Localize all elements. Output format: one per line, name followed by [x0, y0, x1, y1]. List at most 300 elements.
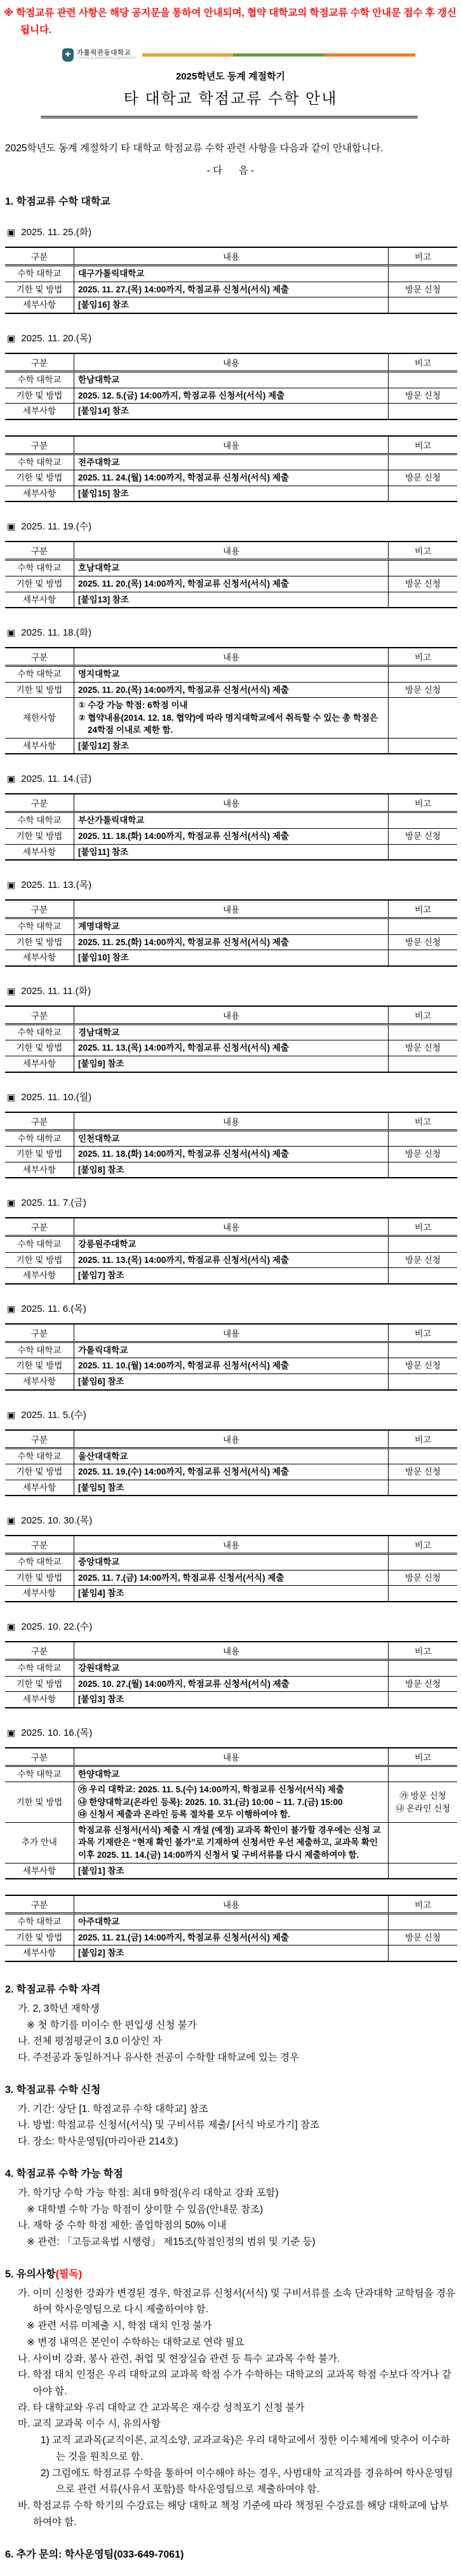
- section-line: 가. 이미 신청한 강좌가 변경된 경우, 학점교류 신청서(서식) 및 구비서류를 소속 단과대학 교학팀을 경유하여 학사운영팀으로 다시 제출하여야 함.: [18, 2287, 455, 2315]
- content-line: [붙임4] 참조: [78, 1588, 124, 1598]
- exchange-table: [5, 247, 457, 314]
- table-row: [5, 738, 457, 754]
- content-line: 인천대학교: [78, 1133, 120, 1143]
- section-line: 마. 교직 교과목 이수 시, 유의사항: [18, 2418, 161, 2430]
- row-content-cell: [74, 404, 389, 419]
- exchange-table: [5, 793, 457, 861]
- row-content-cell: [74, 666, 389, 683]
- square-bullet-icon: ▣: [7, 627, 16, 638]
- section1-groups: [4, 225, 457, 1962]
- row-content-cell: [74, 1162, 389, 1178]
- row-note-cell: [389, 454, 458, 470]
- content-line: 2025. 11. 18.(화) 14:00까지, 학점교류 신청서(서식) 제출: [78, 1149, 289, 1159]
- row-content-cell: [74, 1676, 389, 1692]
- row-content-cell: [74, 1040, 389, 1056]
- row-note-cell: [389, 1056, 458, 1072]
- row-note-cell: [389, 404, 458, 419]
- row-content-cell: [74, 829, 389, 845]
- row-note-cell: [389, 1268, 458, 1284]
- table-header-cell: 비고: [389, 1430, 458, 1448]
- row-content-cell: [74, 1570, 389, 1586]
- table-header-cell: 구분: [5, 1642, 74, 1660]
- note-line: 방문 신청: [405, 937, 441, 947]
- row-note-cell: [389, 1024, 458, 1040]
- section-line: 다. 주전공과 동일하거나 유사한 전공이 수학할 대학교에 있는 경우: [18, 2052, 300, 2063]
- row-label-cell: 세부사항: [5, 844, 74, 860]
- content-line: 전주대학교: [78, 457, 120, 467]
- row-label-cell: 기한 및 방법: [5, 1252, 74, 1268]
- table-header-cell: 비고: [389, 1006, 458, 1025]
- page-title: 타 대학교 학점교류 수학 안내: [123, 90, 338, 108]
- content-line: 명지대학교: [78, 669, 120, 679]
- row-content-cell: [74, 1358, 389, 1374]
- table-row: [5, 844, 457, 860]
- section-heading-text: 2. 학점교류 수학 자격: [5, 1984, 101, 1995]
- table-row: [5, 1480, 457, 1496]
- row-note-cell: [389, 560, 458, 576]
- table-header-cell: 내용: [74, 900, 389, 918]
- table-row: [5, 1268, 457, 1284]
- table-row: [5, 1464, 457, 1480]
- date-heading-text: 2025. 11. 20.(목): [21, 333, 92, 344]
- square-bullet-icon: ▣: [7, 985, 16, 996]
- table-header-cell: 비고: [389, 900, 458, 918]
- table-header-cell: 내용: [74, 1324, 389, 1342]
- row-label-cell: 세부사항: [5, 1162, 74, 1178]
- row-note-cell: [389, 698, 458, 739]
- row-note-cell: [389, 1554, 458, 1571]
- row-note-cell: [389, 1448, 458, 1464]
- row-content-cell: [74, 1342, 389, 1358]
- row-note-cell: [389, 1358, 458, 1374]
- date-heading: [7, 1619, 457, 1633]
- table-header-cell: 비고: [389, 1748, 458, 1766]
- square-bullet-icon: ▣: [7, 1515, 16, 1526]
- row-note-cell: [389, 1130, 458, 1147]
- content-line: 2025. 11. 21.(금) 14:00까지, 학점교류 신청서(서식) 제출: [78, 1932, 289, 1942]
- content-line: ② 협약내용(2014. 12. 18. 협약)에 따라 명지대학교에서 취득할 수 있는 총 학점은 24학점 이내로 제한 함.: [78, 712, 378, 735]
- row-note-cell: [389, 282, 458, 297]
- row-content-cell: [74, 1252, 389, 1268]
- table-header-cell: 구분: [5, 1324, 74, 1342]
- row-content-cell: [74, 1930, 389, 1946]
- row-label-cell: 수학 대학교: [5, 1766, 74, 1782]
- section-line: 가. 2, 3학년 재학생: [18, 2003, 100, 2014]
- date-heading: [7, 1408, 457, 1421]
- content-line: [붙임13] 참조: [78, 594, 129, 604]
- content-line: 2025. 11. 7.(금) 14:00까지, 학점교류 신청서(서식) 제출: [78, 1572, 284, 1583]
- table-header-cell: 비고: [389, 1112, 458, 1131]
- date-heading-text: 2025. 11. 6.(목): [21, 1303, 86, 1314]
- row-content-cell: [74, 812, 389, 829]
- table-row: [5, 1130, 457, 1147]
- row-content-cell: [74, 950, 389, 966]
- table-row: [5, 1342, 457, 1358]
- table-row: [5, 1252, 457, 1268]
- row-content-cell: [74, 1946, 389, 1961]
- row-label-cell: 세부사항: [5, 738, 74, 754]
- table-row: [5, 812, 457, 829]
- note-line: 방문 신청: [405, 1255, 441, 1265]
- date-heading-text: 2025. 11. 18.(화): [21, 627, 92, 639]
- table-header-cell: 내용: [74, 1536, 389, 1554]
- row-note-cell: [389, 812, 458, 829]
- content-line: 2025. 11. 13.(목) 14:00까지, 학점교류 신청서(서식) 제출: [78, 1043, 289, 1053]
- section-line: 1) 교직 교과목(교직이론, 교직소양, 교과교육)은 우리 대학교에서 정한 이수체계에 맞추어 이수하는 것을 원칙으로 함.: [41, 2435, 450, 2462]
- content-line: [붙임15] 참조: [78, 488, 129, 498]
- note-line: 방문 신청: [405, 831, 441, 841]
- row-label-cell: 수학 대학교: [5, 1130, 74, 1147]
- section-line: ※ 대학별 수학 가능 학점이 상이할 수 있음(안내문 참조): [27, 2204, 264, 2215]
- row-label-cell: 세부사항: [5, 297, 74, 313]
- table-header-cell: 내용: [74, 1748, 389, 1766]
- row-note-cell: [389, 470, 458, 486]
- row-label-cell: 기한 및 방법: [5, 1358, 74, 1374]
- date-heading-text: 2025. 11. 10.(월): [21, 1091, 92, 1103]
- note-line: 방문 신청: [405, 473, 441, 483]
- content-line: [붙임6] 참조: [78, 1377, 124, 1386]
- table-header-cell: 구분: [5, 542, 74, 560]
- section-line: 다. 학점 대치 인정은 우리 대학교의 교과목 학점 수가 수학하는 대학교의 교과목 학점 수보다 작거나 같아야 함.: [18, 2369, 451, 2397]
- table-header-cell: 구분: [5, 436, 74, 454]
- table-header-cell: 내용: [74, 542, 389, 560]
- note-line: ㉮ 방문 신청: [399, 1790, 446, 1801]
- section-line: ※ 첫 학기를 미이수 한 편입생 신청 불가: [27, 2019, 197, 2031]
- exchange-table: [5, 1747, 457, 1880]
- logo-row: [62, 46, 415, 63]
- table-header-cell: 비고: [389, 1642, 458, 1660]
- date-heading: [7, 772, 457, 785]
- row-note-cell: [389, 829, 458, 845]
- content-line: 부산가톨릭대학교: [78, 815, 145, 826]
- table-header-cell: 비고: [389, 794, 458, 812]
- table-row: [5, 1863, 457, 1879]
- table-header-cell: 구분: [5, 1112, 74, 1131]
- exchange-table: [5, 899, 457, 967]
- exchange-table: [5, 435, 457, 503]
- row-label-cell: 수학 대학교: [5, 1236, 74, 1253]
- row-label-cell: 추가 안내: [5, 1822, 74, 1863]
- table-header-cell: 구분: [5, 1536, 74, 1554]
- row-content-cell: [74, 1863, 389, 1879]
- university-logo-text: [77, 49, 136, 60]
- exchange-table: [5, 1895, 457, 1962]
- date-heading-text: 2025. 11. 19.(수): [21, 521, 92, 533]
- table-header-cell: 비고: [389, 1536, 458, 1554]
- row-content-cell: [74, 1464, 389, 1480]
- row-content-cell: [74, 576, 389, 592]
- table-row: [5, 470, 457, 486]
- content-line: 가톨릭대학교: [78, 1345, 128, 1355]
- doc-section: [4, 2165, 457, 2251]
- table-row: [5, 1374, 457, 1390]
- row-note-cell: [389, 297, 458, 313]
- row-note-cell: [389, 1659, 458, 1676]
- row-note-cell: [389, 950, 458, 966]
- table-row: [5, 1586, 457, 1602]
- section-heading: [5, 1981, 457, 1996]
- date-heading-text: 2025. 11. 14.(금): [21, 773, 92, 785]
- table-row: [5, 1040, 457, 1056]
- square-bullet-icon: ▣: [7, 1197, 16, 1208]
- content-line: [붙임7] 참조: [78, 1271, 124, 1281]
- row-label-cell: 기한 및 방법: [5, 829, 74, 845]
- row-label-cell: 수학 대학교: [5, 812, 74, 829]
- date-heading: [7, 1302, 457, 1315]
- row-label-cell: 세부사항: [5, 950, 74, 966]
- note-line: 방문 신청: [405, 578, 441, 589]
- content-line: ㉮ 우리 대학교: 2025. 11. 5.(수) 14:00까지, 학점교류 신청서(서식) 제출: [78, 1785, 344, 1795]
- section-line: 라. 타 대학교와 우리 대학교 간 교과목은 재수강 성적포기 신청 불가: [18, 2402, 305, 2413]
- row-label-cell: 수학 대학교: [5, 1342, 74, 1358]
- row-content-cell: [74, 844, 389, 860]
- square-bullet-icon: ▣: [7, 1621, 16, 1632]
- section-heading-highlight: (필독): [55, 2268, 83, 2280]
- row-label-cell: 세부사항: [5, 1056, 74, 1072]
- section-heading-text: 5. 유의사항: [5, 2268, 56, 2280]
- row-note-cell: [389, 1162, 458, 1178]
- date-heading: [7, 984, 457, 997]
- row-label-cell: 기한 및 방법: [5, 934, 74, 950]
- color-bar-segment: [233, 53, 324, 57]
- table-row: [5, 1570, 457, 1586]
- table-header-cell: 내용: [74, 1006, 389, 1025]
- square-bullet-icon: ▣: [7, 1303, 16, 1314]
- table-row: [5, 266, 457, 282]
- content-line: 대구가톨릭대학교: [78, 269, 145, 279]
- section-heading: [5, 2165, 457, 2180]
- color-bar-segment: [324, 53, 415, 57]
- row-label-cell: 세부사항: [5, 1480, 74, 1496]
- table-header-cell: 내용: [74, 1112, 389, 1131]
- content-line: [붙임5] 참조: [78, 1482, 124, 1492]
- table-header-cell: 구분: [5, 1006, 74, 1025]
- table-header-cell: 구분: [5, 900, 74, 918]
- content-line: 호남대학교: [78, 563, 120, 573]
- section-line: ※ 변경 내역은 본인이 수학하는 대학교로 연락 필요: [27, 2336, 244, 2348]
- row-content-cell: [74, 1374, 389, 1390]
- row-content-cell: [74, 297, 389, 313]
- row-content-cell: [74, 282, 389, 297]
- table-row: [5, 1358, 457, 1374]
- content-line: [붙임10] 참조: [78, 953, 129, 963]
- row-content-cell: [74, 1024, 389, 1040]
- row-content-cell: [74, 682, 389, 698]
- row-note-cell: [389, 1342, 458, 1358]
- table-row: [5, 918, 457, 935]
- row-content-cell: [74, 1586, 389, 1602]
- university-name: 가톨릭관동대학교: [77, 49, 131, 57]
- date-heading: [7, 625, 457, 639]
- row-content-cell: [74, 1782, 389, 1823]
- date-heading-text: 2025. 10. 22.(수): [21, 1621, 93, 1632]
- row-note-cell: [389, 1252, 458, 1268]
- row-note-cell: [389, 1480, 458, 1496]
- content-line: 2025. 11. 10.(월) 14:00까지, 학점교류 신청서(서식) 제출: [78, 1361, 289, 1371]
- section-heading-text: 6. 추가 문의: 학사운영팀(033-649-7061): [5, 2549, 184, 2560]
- table-row: [5, 388, 457, 404]
- date-heading: [7, 1196, 457, 1209]
- row-content-cell: [74, 1554, 389, 1571]
- content-line: [붙임16] 참조: [78, 300, 129, 310]
- section-line: 나. 방법: 학점교류 신청서(서식) 및 구비서류 제출/ [서식 바로가기] 참조: [18, 2120, 319, 2131]
- table-row: [5, 372, 457, 388]
- section-heading: [5, 2546, 457, 2561]
- table-row: [5, 1147, 457, 1162]
- table-row: [5, 1554, 457, 1571]
- content-line: [붙임3] 참조: [78, 1694, 124, 1705]
- table-header-cell: 비고: [389, 542, 458, 560]
- doc-section: [4, 1981, 457, 2066]
- row-note-cell: [389, 918, 458, 935]
- table-row: [5, 1676, 457, 1692]
- table-header-cell: 내용: [74, 794, 389, 812]
- date-heading-text: 2025. 10. 30.(목): [21, 1515, 93, 1527]
- row-note-cell: [389, 486, 458, 501]
- row-content-cell: [74, 1147, 389, 1162]
- section-heading-text: 4. 학점교류 수학 가능 학점: [5, 2168, 123, 2179]
- row-label-cell: 기한 및 방법: [5, 1570, 74, 1586]
- top-red-notice: ※ 학점교류 관련 사항은 해당 공지문을 통하여 안내되며, 협약 대학교의 학점교류 수학 안내문 접수 후 갱신됩니다.: [4, 8, 457, 36]
- table-header-cell: 구분: [5, 1895, 74, 1914]
- table-header-cell: 비고: [389, 648, 458, 666]
- row-label-cell: 수학 대학교: [5, 918, 74, 935]
- row-label-cell: 기한 및 방법: [5, 282, 74, 297]
- table-header-cell: 비고: [389, 1218, 458, 1236]
- row-content-cell: [74, 470, 389, 486]
- row-note-cell: [389, 1464, 458, 1480]
- content-line: 강릉원주대학교: [78, 1239, 137, 1250]
- date-heading-text: 2025. 11. 13.(목): [21, 880, 92, 891]
- row-note-cell: [389, 666, 458, 683]
- row-label-cell: 수학 대학교: [5, 372, 74, 388]
- section-line: ※ 관련: 「고등교육법 시행령」 제15조(학점인정의 범위 및 기준 등): [27, 2237, 316, 2247]
- table-row: [5, 1914, 457, 1930]
- row-content-cell: [74, 372, 389, 388]
- header-color-bar: [142, 53, 415, 57]
- content-line: 학점교류 신청서(서식) 제출 시 개설 (예정) 교과목 확인이 불가할 경우에는 신청 교과목 기재란은 “현재 확인 불가”로 기재하여 신청서만 우선 제출하고, 교과목 확인 이후 2025. 11. 14.(금) 14:00까지 신청서 및 구비서류를 다시 제출하여야 함.: [78, 1825, 381, 1860]
- table-row: [5, 1236, 457, 1253]
- row-label-cell: 수학 대학교: [5, 1659, 74, 1676]
- square-bullet-icon: ▣: [7, 1409, 16, 1420]
- exchange-table: [5, 1323, 457, 1391]
- table-row: [5, 682, 457, 698]
- table-row: [5, 1782, 457, 1823]
- content-line: 2025. 10. 27.(월) 14:00까지, 학점교류 신청서(서식) 제출: [78, 1679, 290, 1689]
- table-header-cell: 구분: [5, 794, 74, 812]
- doc-sections: [4, 1981, 457, 2561]
- row-label-cell: 수학 대학교: [5, 1914, 74, 1930]
- row-note-cell: [389, 372, 458, 388]
- square-bullet-icon: ▣: [7, 1091, 16, 1102]
- content-line: 2025. 11. 18.(화) 14:00까지, 학점교류 신청서(서식) 제출: [78, 831, 289, 841]
- content-line: 강원대학교: [78, 1663, 120, 1673]
- content-line: [붙임2] 참조: [78, 1948, 124, 1958]
- table-header-cell: 내용: [74, 1218, 389, 1236]
- exchange-table: [5, 1112, 457, 1179]
- content-line: 2025. 11. 20.(목) 14:00까지, 학점교류 신청서(서식) 제출: [78, 578, 289, 589]
- note-line: 방문 신청: [405, 1149, 441, 1159]
- row-note-cell: [389, 1586, 458, 1602]
- row-note-cell: [389, 576, 458, 592]
- section-line: 가. 학기당 수학 가능 학점: 최대 9학점(우리 대학교 강좌 포함): [18, 2187, 279, 2198]
- daeum-text: - 다 음 -: [206, 165, 255, 177]
- row-content-cell: [74, 1766, 389, 1782]
- content-line: 아주대학교: [78, 1917, 120, 1927]
- date-heading: [7, 1726, 457, 1739]
- table-header-cell: 구분: [5, 1218, 74, 1236]
- row-label-cell: 기한 및 방법: [5, 1040, 74, 1056]
- exchange-table: [5, 1217, 457, 1285]
- row-note-cell: [389, 1914, 458, 1930]
- content-line: [붙임12] 참조: [78, 740, 129, 751]
- table-header-cell: 내용: [74, 1642, 389, 1660]
- semester-subtitle: 2025학년도 동계 계절학기: [175, 71, 286, 83]
- color-bar-segment: [142, 53, 233, 57]
- row-label-cell: 수학 대학교: [5, 1448, 74, 1464]
- square-bullet-icon: ▣: [7, 333, 16, 343]
- row-note-cell: [389, 1766, 458, 1782]
- row-content-cell: [74, 266, 389, 282]
- row-label-cell: 세부사항: [5, 1374, 74, 1390]
- row-content-cell: [74, 1448, 389, 1464]
- row-note-cell: [389, 844, 458, 860]
- row-content-cell: [74, 560, 389, 576]
- table-row: [5, 1024, 457, 1040]
- content-line: 2025. 11. 20.(목) 14:00까지, 학점교류 신청서(서식) 제출: [78, 685, 289, 695]
- content-line: 계명대학교: [78, 922, 120, 932]
- content-line: [붙임9] 참조: [78, 1058, 124, 1068]
- row-content-cell: [74, 1914, 389, 1930]
- university-name-en: CATHOLIC KWANDONG UNIVERSITY: [77, 57, 137, 61]
- section-line: 나. 전체 평점평균이 3.0 이상인 자: [18, 2036, 163, 2047]
- table-row: [5, 404, 457, 419]
- table-row: [5, 1692, 457, 1708]
- table-header-cell: 비고: [389, 1895, 458, 1914]
- section-line: 바. 학점교류 수학 학기의 수강료는 해당 대학교 책정 기준에 따라 책정된 수강료를 해당 대학교에 납부하여야 함.: [18, 2500, 449, 2528]
- row-note-cell: [389, 1676, 458, 1692]
- content-line: [붙임11] 참조: [78, 847, 129, 857]
- content-line: 2025. 11. 19.(수) 14:00까지, 학점교류 신청서(서식) 제출: [78, 1467, 289, 1477]
- table-header-cell: 내용: [74, 1430, 389, 1448]
- table-row: [5, 560, 457, 576]
- content-line: 2025. 11. 27.(목) 14:00까지, 학점교류 신청서(서식) 제출: [78, 284, 289, 294]
- table-row: [5, 934, 457, 950]
- table-row: [5, 1659, 457, 1676]
- square-bullet-icon: ▣: [7, 880, 16, 890]
- row-label-cell: 수학 대학교: [5, 1024, 74, 1040]
- row-label-cell: 수학 대학교: [5, 560, 74, 576]
- table-header-cell: 구분: [5, 353, 74, 372]
- exchange-table: [5, 353, 457, 420]
- content-line: 2025. 11. 24.(월) 14:00까지, 학점교류 신청서(서식) 제출: [78, 473, 289, 483]
- row-note-cell: [389, 1930, 458, 1946]
- content-line: 경남대학교: [78, 1027, 120, 1037]
- row-content-cell: [74, 918, 389, 935]
- document-header: [4, 46, 457, 119]
- section-line: 나. 사이버 강좌, 봉사 관련, 취업 및 현장실습 관련 등 특수 교과목 수학 불가.: [18, 2353, 340, 2364]
- section-line: 나. 재학 중 수학 학점 제한: 졸업학점의 50% 이내: [18, 2220, 227, 2232]
- row-label-cell: 기한 및 방법: [5, 682, 74, 698]
- content-line: 2025. 11. 25.(화) 14:00까지, 학점교류 신청서(서식) 제출: [78, 937, 289, 947]
- table-row: [5, 1822, 457, 1863]
- table-row: [5, 1162, 457, 1178]
- row-note-cell: [389, 1236, 458, 1253]
- row-label-cell: 제한사항: [5, 698, 74, 739]
- section-heading: [5, 2266, 457, 2280]
- date-heading-text: 2025. 11. 5.(수): [21, 1409, 86, 1421]
- date-heading: [7, 519, 457, 533]
